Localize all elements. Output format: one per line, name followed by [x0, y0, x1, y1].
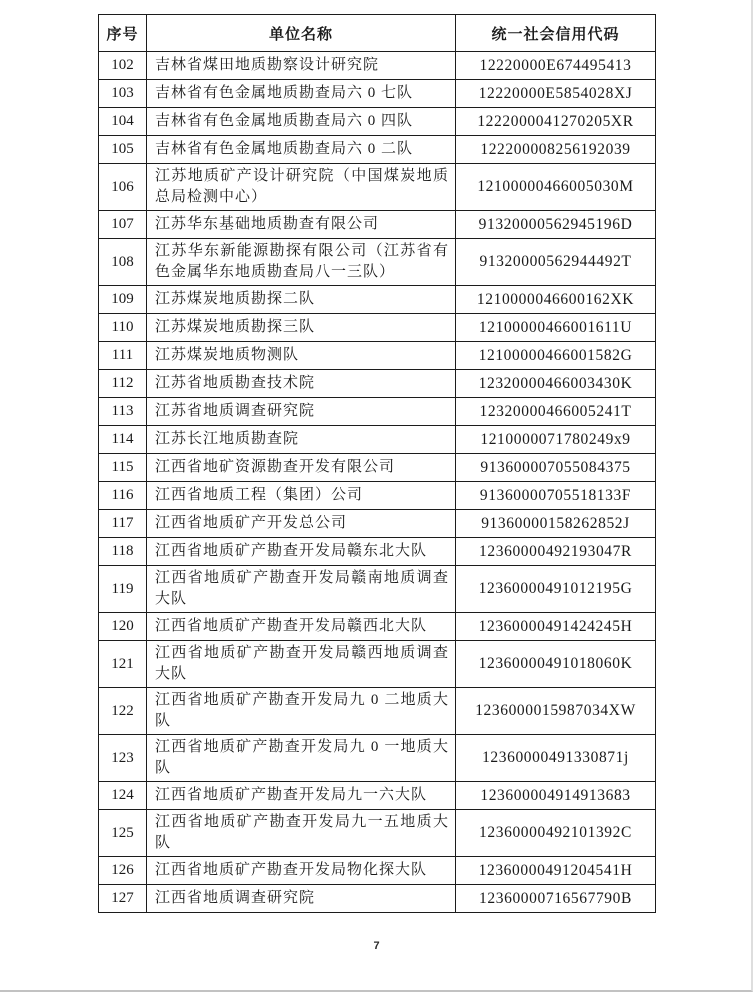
- credit-code: 913600007055084375: [456, 454, 656, 482]
- header-index: 序号: [99, 15, 147, 52]
- row-index: 110: [99, 314, 147, 342]
- credit-code: 122200008256192039: [456, 136, 656, 164]
- credit-code: 12360000491330871j: [456, 735, 656, 782]
- row-index: 102: [99, 52, 147, 80]
- unit-name: 江苏省地质勘查技术院: [147, 370, 456, 398]
- unit-name: 吉林省有色金属地质勘查局六 0 七队: [147, 80, 456, 108]
- unit-name: 江西省地质矿产勘查开发局赣西地质调查大队: [147, 641, 456, 688]
- credit-code: 91320000562945196D: [456, 211, 656, 239]
- credit-code: 12220000E5854028XJ: [456, 80, 656, 108]
- unit-name: 江苏地质矿产设计研究院（中国煤炭地质总局检测中心）: [147, 164, 456, 211]
- table-row: [99, 370, 656, 398]
- credit-code: 1236000015987034XW: [456, 688, 656, 735]
- table-row: [99, 735, 656, 782]
- unit-name: 江西省地质矿产勘查开发局赣西北大队: [147, 613, 456, 641]
- credit-code: 123600004914913683: [456, 782, 656, 810]
- unit-name: 江西省地矿资源勘查开发有限公司: [147, 454, 456, 482]
- row-index: 112: [99, 370, 147, 398]
- row-index: 125: [99, 810, 147, 857]
- unit-name: 江苏煤炭地质勘探三队: [147, 314, 456, 342]
- unit-name: 江西省地质矿产勘查开发局九一六大队: [147, 782, 456, 810]
- unit-name: 江西省地质矿产勘查开发局九一五地质大队: [147, 810, 456, 857]
- page-number: 7: [373, 940, 380, 952]
- unit-name: 江苏华东基础地质勘查有限公司: [147, 211, 456, 239]
- row-index: 124: [99, 782, 147, 810]
- unit-credit-code-table: [98, 14, 656, 913]
- row-index: 107: [99, 211, 147, 239]
- credit-code: 12220000E674495413: [456, 52, 656, 80]
- row-index: 113: [99, 398, 147, 426]
- unit-name: 吉林省有色金属地质勘查局六 0 二队: [147, 136, 456, 164]
- unit-name: 江苏长江地质勘查院: [147, 426, 456, 454]
- credit-code: 12360000492101392C: [456, 810, 656, 857]
- table-row: [99, 613, 656, 641]
- unit-name: 江西省地质调查研究院: [147, 885, 456, 913]
- row-index: 114: [99, 426, 147, 454]
- credit-code: 1210000071780249x9: [456, 426, 656, 454]
- row-index: 115: [99, 454, 147, 482]
- row-index: 119: [99, 566, 147, 613]
- row-index: 118: [99, 538, 147, 566]
- table-row: [99, 782, 656, 810]
- unit-name: 江西省地质矿产勘查开发局九 0 一地质大队: [147, 735, 456, 782]
- table-row: [99, 510, 656, 538]
- table-header-row: [99, 15, 656, 52]
- row-index: 109: [99, 286, 147, 314]
- row-index: 106: [99, 164, 147, 211]
- table-row: [99, 286, 656, 314]
- unit-name: 江西省地质矿产勘查开发局物化探大队: [147, 857, 456, 885]
- credit-code: 91360000705518133F: [456, 482, 656, 510]
- table-row: [99, 885, 656, 913]
- row-index: 127: [99, 885, 147, 913]
- table-row: [99, 857, 656, 885]
- credit-code: 1210000046600162XK: [456, 286, 656, 314]
- table-row: [99, 80, 656, 108]
- table-row: [99, 426, 656, 454]
- credit-code: 12100000466001582G: [456, 342, 656, 370]
- credit-code: 91360000158262852J: [456, 510, 656, 538]
- credit-code: 12360000491424245H: [456, 613, 656, 641]
- unit-name: 吉林省煤田地质勘察设计研究院: [147, 52, 456, 80]
- credit-code: 12360000491204541H: [456, 857, 656, 885]
- credit-code: 12360000716567790B: [456, 885, 656, 913]
- row-index: 120: [99, 613, 147, 641]
- credit-code: 12320000466005241T: [456, 398, 656, 426]
- credit-code: 12100000466005030M: [456, 164, 656, 211]
- header-unit-name: 单位名称: [147, 15, 456, 52]
- row-index: 111: [99, 342, 147, 370]
- row-index: 122: [99, 688, 147, 735]
- row-index: 108: [99, 239, 147, 286]
- credit-code: 12100000466001611U: [456, 314, 656, 342]
- row-index: 123: [99, 735, 147, 782]
- table-row: [99, 454, 656, 482]
- table-row: [99, 566, 656, 613]
- table-row: [99, 482, 656, 510]
- credit-code: 91320000562944492T: [456, 239, 656, 286]
- table-row: [99, 164, 656, 211]
- row-index: 103: [99, 80, 147, 108]
- unit-name: 江苏煤炭地质勘探二队: [147, 286, 456, 314]
- unit-name: 江苏省地质调查研究院: [147, 398, 456, 426]
- unit-name: 江西省地质矿产勘查开发局赣东北大队: [147, 538, 456, 566]
- table-row: [99, 688, 656, 735]
- table-row: [99, 314, 656, 342]
- table-row: [99, 239, 656, 286]
- row-index: 105: [99, 136, 147, 164]
- table-row: [99, 398, 656, 426]
- unit-name: 江西省地质矿产勘查开发局赣南地质调查大队: [147, 566, 456, 613]
- credit-code: 12360000491018060K: [456, 641, 656, 688]
- credit-code: 12360000491012195G: [456, 566, 656, 613]
- row-index: 104: [99, 108, 147, 136]
- credit-code: 1222000041270205XR: [456, 108, 656, 136]
- credit-code: 12320000466003430K: [456, 370, 656, 398]
- table-row: [99, 810, 656, 857]
- header-credit-code: 统一社会信用代码: [456, 15, 656, 52]
- table-row: [99, 538, 656, 566]
- table-row: [99, 342, 656, 370]
- table-row: [99, 108, 656, 136]
- table-row: [99, 136, 656, 164]
- unit-name: 江苏华东新能源勘探有限公司（江苏省有色金属华东地质勘查局八一三队）: [147, 239, 456, 286]
- row-index: 116: [99, 482, 147, 510]
- row-index: 126: [99, 857, 147, 885]
- unit-name: 江苏煤炭地质物测队: [147, 342, 456, 370]
- unit-name: 吉林省有色金属地质勘查局六 0 四队: [147, 108, 456, 136]
- unit-name: 江西省地质矿产勘查开发局九 0 二地质大队: [147, 688, 456, 735]
- table-row: [99, 641, 656, 688]
- unit-name: 江西省地质矿产开发总公司: [147, 510, 456, 538]
- table-row: [99, 211, 656, 239]
- row-index: 121: [99, 641, 147, 688]
- credit-code: 12360000492193047R: [456, 538, 656, 566]
- row-index: 117: [99, 510, 147, 538]
- unit-name: 江西省地质工程（集团）公司: [147, 482, 456, 510]
- table-row: [99, 52, 656, 80]
